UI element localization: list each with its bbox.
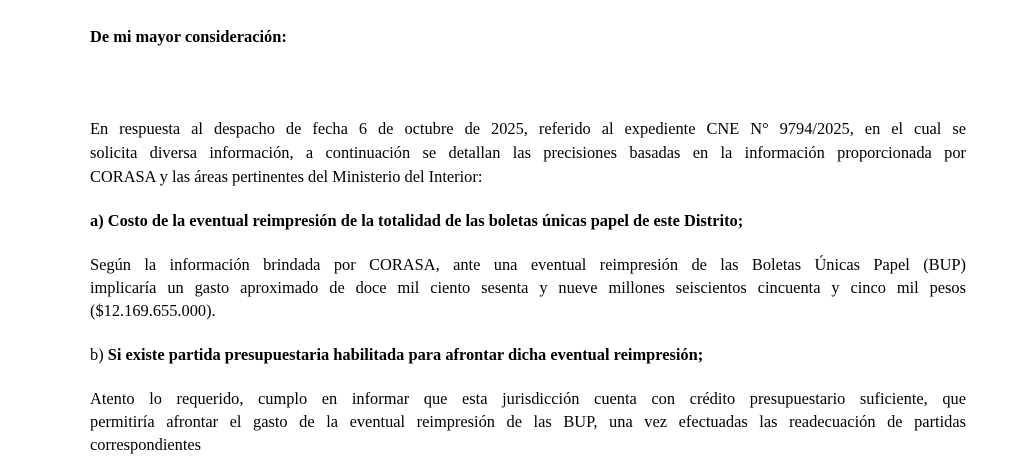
section-a-line-2: implicaría un gasto aproximado de doce mil ciento sesenta y nueve millones seiscientos cincuenta y cinco mil pesos — [90, 278, 966, 297]
section-b-heading: Si existe partida presupuestaria habilitada para afrontar dicha eventual reimpresión; — [107, 345, 704, 364]
section-a-heading: a) Costo de la eventual reimpresión de la totalidad de las boletas únicas papel de este Distrito; — [90, 211, 744, 230]
section-b-heading-row — [90, 345, 703, 365]
section-a-line-3: ($12.169.655.000). — [90, 301, 216, 320]
intro-line-1: En respuesta al despacho de fecha 6 de octubre de 2025, referido al expediente CNE N° 9794/2025, en el cual se — [90, 119, 966, 138]
salutation: De mi mayor consideración: — [90, 27, 287, 46]
section-a-line-1: Según la información brindada por CORASA, ante una eventual reimpresión de las Boletas Únicas Papel (BUP) — [90, 255, 966, 274]
section-b-heading-prefix: b) — [90, 345, 108, 364]
intro-line-3: CORASA y las áreas pertinentes del Ministerio del Interior: — [90, 167, 483, 186]
section-b-line-2: permitiría afrontar el gasto de la eventual reimpresión de las BUP, una vez efectuadas las readecuación de partidas — [90, 412, 966, 431]
section-b-line-1: Atento lo requerido, cumplo en informar que esta jurisdicción cuenta con crédito presupuestario suficiente, que — [90, 389, 966, 408]
section-b-line-3: correspondientes — [90, 435, 202, 454]
intro-line-2: solicita diversa información, a continuación se detallan las precisiones basadas en la información proporcionada por — [90, 143, 966, 162]
